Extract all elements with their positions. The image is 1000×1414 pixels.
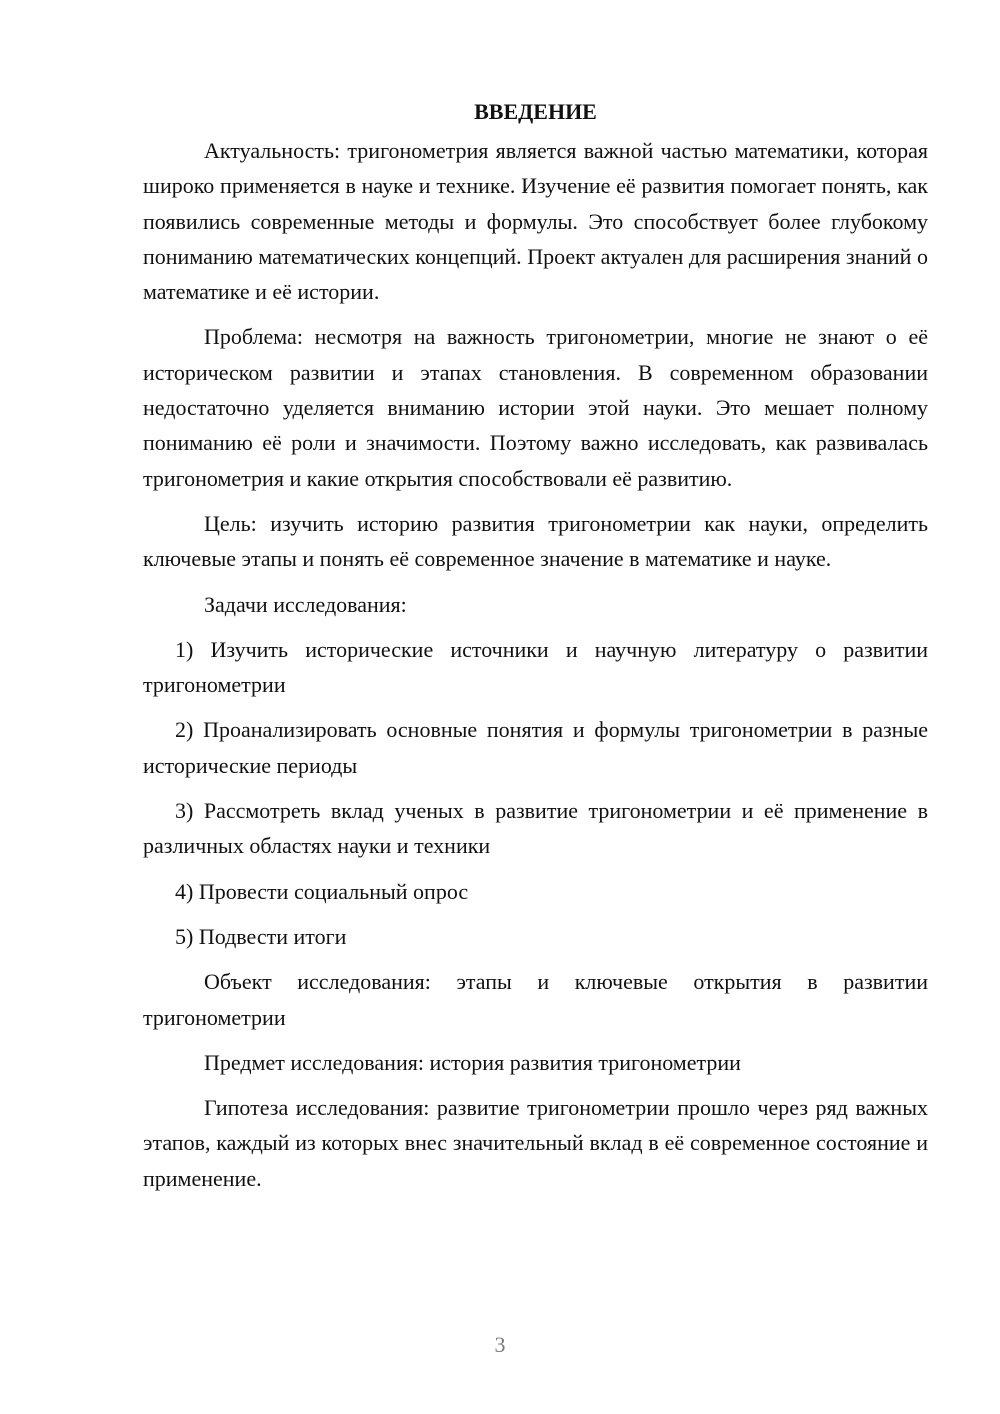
paragraph-subject: Предмет исследования: история развития тригонометрии <box>204 1049 741 1075</box>
task-item: 1) Изучить исторические источники и научную литературу о развитии тригонометрии <box>143 636 928 698</box>
paragraph-goal: Цель: изучить историю развития тригонометрии как науки, определить ключевые этапы и понять её современное значение в математике и науке. <box>143 510 928 572</box>
paragraph-problem: Проблема: несмотря на важность тригонометрии, многие не знают о её историческом развитии и этапах становления. В современном образовании недостаточно уделяется вниманию истории этой науки. Это мешает полному пониманию её роли и значимости. Поэтому важно исследовать, как развивалась тригонометрия и какие открытия способствовали её развитию. <box>143 324 928 491</box>
task-item: 4) Провести социальный опрос <box>175 878 469 904</box>
task-list <box>143 632 928 954</box>
page-content <box>143 94 928 1206</box>
task-item: 2) Проанализировать основные понятия и формулы тригонометрии в разные исторические периоды <box>143 717 928 778</box>
paragraph-relevance: Актуальность: тригонометрия является важной частью математики, которая широко применяется в науке и технике. Изучение её развития помогает понять, как появились современные методы и формулы. Это способствует более глубокому пониманию математических концепций. Проект актуален для расширения знаний о математике и её истории. <box>143 138 928 305</box>
paragraph-hypothesis: Гипотеза исследования: развитие тригонометрии прошло через ряд важных этапов, каждый из которых внес значительный вклад в её современное состояние и применение. <box>143 1095 928 1191</box>
task-item: 3) Рассмотреть вклад ученых в развитие тригонометрии и её применение в различных областях науки и техники <box>143 798 928 859</box>
page-number: 3 <box>494 1332 506 1357</box>
paragraph-tasks-intro: Задачи исследования: <box>204 591 407 617</box>
section-heading: ВВЕДЕНИЕ <box>474 99 597 124</box>
task-item: 5) Подвести итоги <box>175 923 347 949</box>
paragraph-object: Объект исследования: этапы и ключевые открытия в развитии тригонометрии <box>143 969 928 1030</box>
